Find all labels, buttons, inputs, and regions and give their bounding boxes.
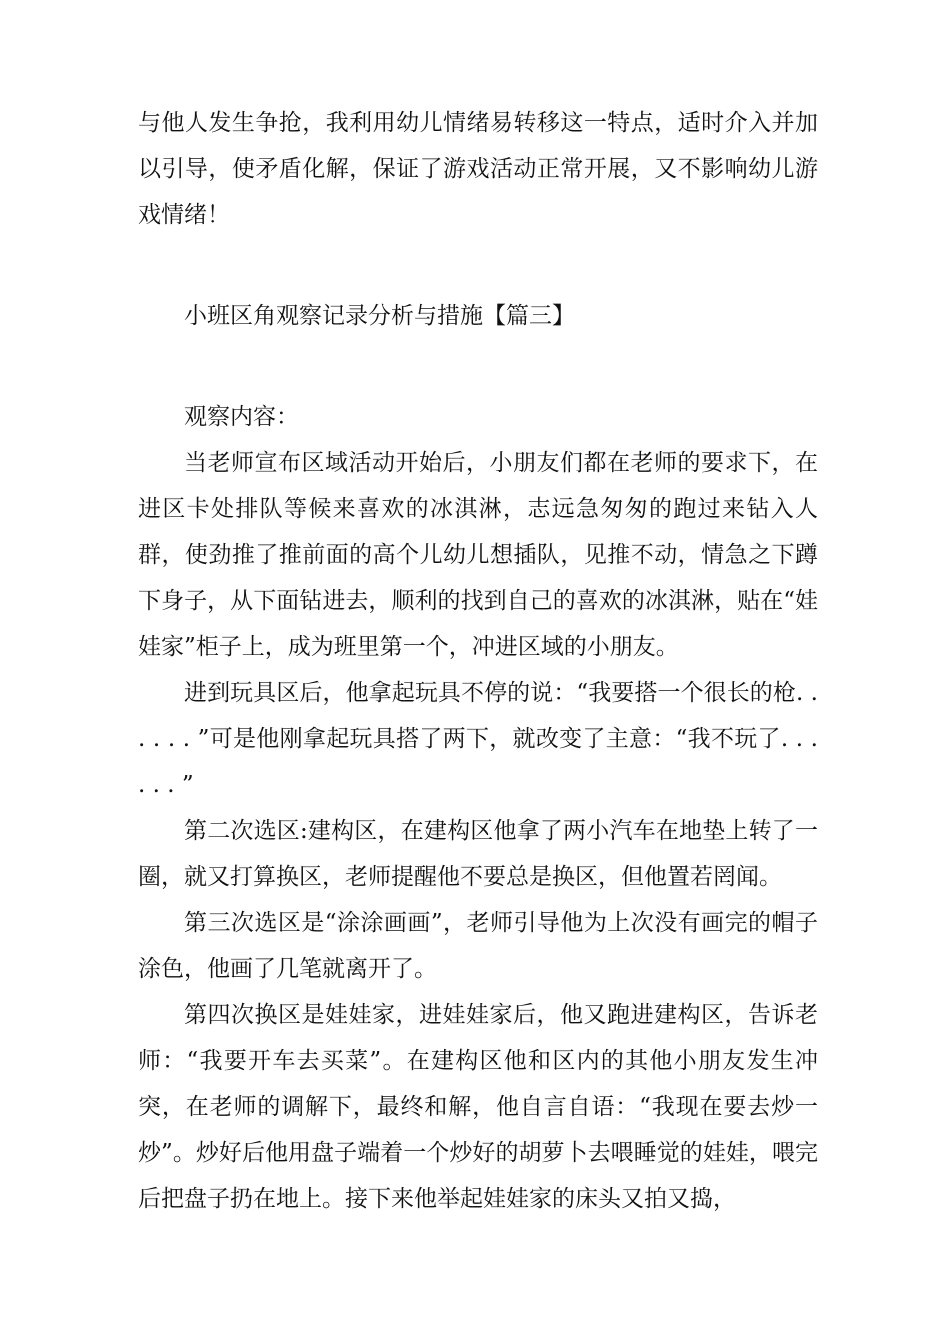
paragraph-1: 当老师宣布区域活动开始后，小朋友们都在老师的要求下，在进区卡处排队等候来喜欢的冰淇淋，志远急匆匆的跑过来钻入人群，使劲推了推前面的高个儿幼儿想插队，见推不动，情急之下蹲下身子，从下面钻进去，顺利的找到自己的喜欢的冰淇淋，贴在“娃娃家”柜子上，成为班里第一个，冲进区域的小朋友。 (138, 450, 818, 660)
observation-label: 观察内容： (184, 404, 299, 430)
continuation-paragraph: 与他人发生争抢，我利用幼儿情绪易转移这一特点，适时介入并加以引导，使矛盾化解，保证了游戏活动正常开展，又不影响幼儿游戏情绪！ (138, 110, 818, 228)
spacer (138, 238, 818, 293)
section-title: 小班区角观察记录分析与措施【篇三】 (184, 303, 575, 329)
paragraph-2: 进到玩具区后，他拿起玩具不停的说：“我要搭一个很长的枪. . . . . . ”可是他刚拿起玩具搭了两下，就改变了主意：“我不玩了. . . . . . ” (138, 680, 818, 798)
paragraph-4: 第三次选区是“涂涂画画”，老师引导他为上次没有画完的帽子涂色，他画了几笔就离开了。 (138, 910, 818, 982)
paragraph-3: 第二次选区:建构区，在建构区他拿了两小汽车在地垫上转了一圈，就又打算换区，老师提醒他不要总是换区，但他置若罔闻。 (138, 818, 818, 890)
spacer (138, 339, 818, 394)
paragraph-5: 第四次换区是娃娃家，进娃娃家后，他又跑进建构区，告诉老师：“我要开车去买菜”。在建构区他和区内的其他小朋友发生冲突，在老师的调解下，最终和解，他自言自语：“我现在要去炒一炒”。炒好后他用盘子端着一个炒好的胡萝卜去喂睡觉的娃娃，喂完后把盘子扔在地上。接下来他举起娃娃家的床头又拍又捣， (138, 1002, 818, 1212)
document-page (138, 100, 818, 1222)
